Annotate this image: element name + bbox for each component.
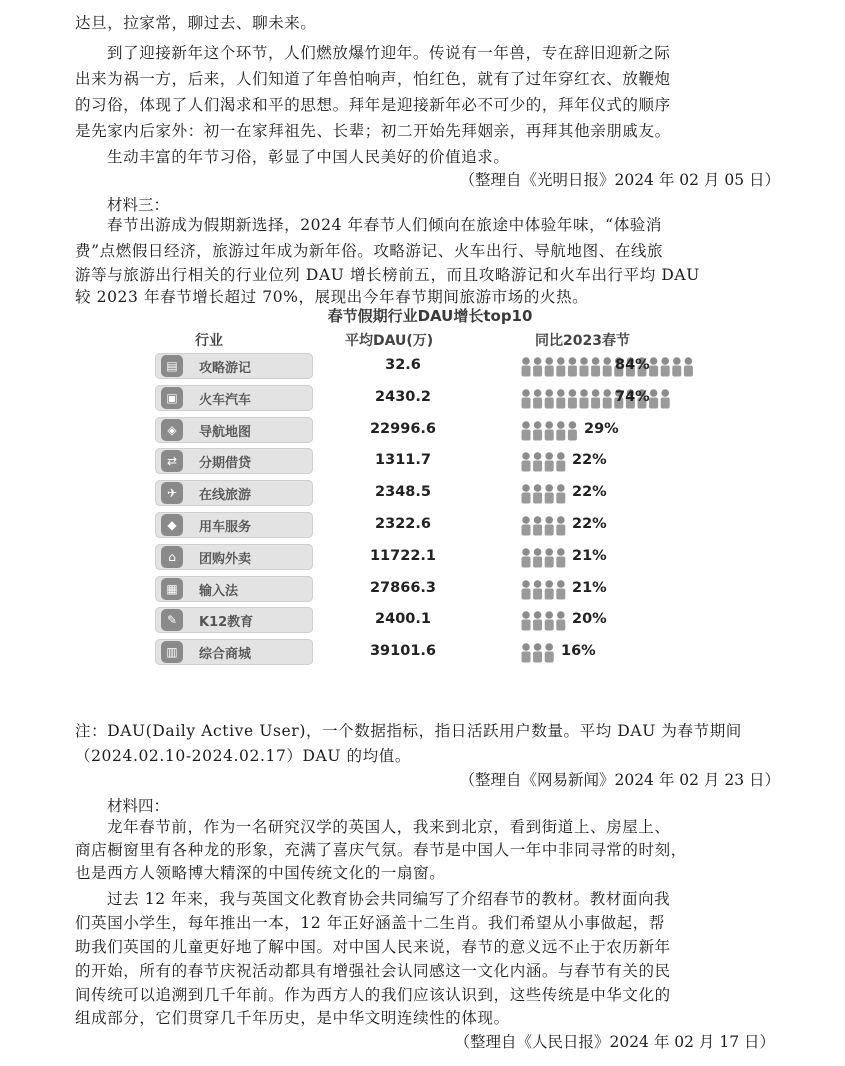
person-icon xyxy=(522,580,531,599)
text-line: 间传统可以追溯到几千年前。作为西方人的我们应该认识到，这些传统是中华文化的 xyxy=(75,986,671,1004)
industry-label: 综合商城 xyxy=(199,647,252,663)
chart-row xyxy=(155,353,715,383)
chart-title: 春节假期行业DAU增长top10 xyxy=(327,307,533,325)
text-line: 也是西方人领略博大精深的中国传统文化的一扇窗。 xyxy=(75,864,446,882)
person-icon xyxy=(580,357,589,376)
chart-row xyxy=(155,448,715,478)
industry-label: 火车汽车 xyxy=(199,392,252,408)
person-icon xyxy=(684,357,693,376)
person-icon xyxy=(545,580,554,599)
chart-row xyxy=(155,639,715,669)
section-heading: 材料三： xyxy=(107,196,170,214)
industry-label: 攻略游记 xyxy=(199,361,252,376)
person-icon xyxy=(603,357,612,376)
person-icon xyxy=(545,389,554,408)
industry-pill xyxy=(155,448,313,474)
delivery-icon: ⌂ xyxy=(161,546,183,568)
industry-label: K12教育 xyxy=(199,615,254,631)
person-icon xyxy=(533,484,542,503)
growth-percent: 21% xyxy=(572,547,607,564)
person-icon xyxy=(522,612,531,631)
chart-row xyxy=(155,607,715,637)
industry-pill xyxy=(155,480,313,506)
person-icon xyxy=(545,421,554,440)
person-icon xyxy=(545,612,554,631)
education-icon: ✎ xyxy=(161,609,183,631)
industry-label: 在线旅游 xyxy=(199,488,252,504)
person-icon xyxy=(533,389,542,408)
text-line: 出来为祸一方，后来，人们知道了年兽怕响声，怕红色，就有了过年穿红衣、放鞭炮 xyxy=(75,70,671,88)
person-icon xyxy=(591,357,600,376)
person-icon xyxy=(580,389,589,408)
growth-percent: 20% xyxy=(572,611,607,628)
section-heading: 材料四： xyxy=(107,797,170,815)
growth-percent: 74% xyxy=(615,388,650,405)
text-line: 商店橱窗里有各种龙的形象，充满了喜庆气氛。春节是中国人一年中非同寻常的时刻， xyxy=(75,841,687,859)
person-icon xyxy=(556,421,565,440)
person-icon xyxy=(568,421,577,440)
dau-value: 2348.5 xyxy=(375,484,431,501)
note-line: （2024.02.10-2024.02.17）DAU 的均值。 xyxy=(75,747,411,765)
chart-row xyxy=(155,576,715,606)
person-icon xyxy=(661,389,670,408)
text-line: 助我们英国的儿童更好地了解中国。对中国人民来说，春节的意义远不止于农历新年 xyxy=(75,938,671,956)
person-icon xyxy=(522,484,531,503)
person-icon xyxy=(533,357,542,376)
chart-row xyxy=(155,480,715,510)
growth-people-icons xyxy=(520,579,570,601)
person-icon xyxy=(533,548,542,567)
person-icon xyxy=(649,357,658,376)
industry-label: 分期借贷 xyxy=(199,456,252,472)
person-icon xyxy=(556,484,565,503)
dau-value: 2322.6 xyxy=(375,516,431,532)
loan-icon: ⇄ xyxy=(161,450,183,472)
person-icon xyxy=(522,421,531,440)
industry-pill xyxy=(155,417,313,443)
person-icon xyxy=(568,357,577,376)
text-line: 们英国小学生，每年推出一本，12 年正好涵盖十二生肖。我们希望从小事做起，帮 xyxy=(75,914,665,932)
growth-people-icons xyxy=(520,642,559,664)
source-citation: （整理自《人民日报》2024 年 02 月 17 日） xyxy=(454,1033,775,1051)
growth-people-icons xyxy=(520,356,698,378)
growth-people-icons xyxy=(520,547,570,569)
dau-value: 27866.3 xyxy=(369,579,437,596)
person-icon xyxy=(545,453,554,472)
text-line: 达旦，拉家常，聊过去、聊未来。 xyxy=(75,14,317,32)
industry-pill xyxy=(155,385,313,411)
column-header-dau: 平均DAU(万) xyxy=(345,333,434,349)
person-icon xyxy=(545,484,554,503)
growth-percent: 29% xyxy=(584,420,619,437)
chart-row xyxy=(155,544,715,574)
text-line: 春节出游成为假期新选择，2024 年春节人们倾向在旅途中体验年味，“体验消 xyxy=(107,216,662,234)
industry-pill xyxy=(155,512,313,538)
person-icon xyxy=(556,580,565,599)
industry-pill xyxy=(155,639,313,665)
growth-people-icons xyxy=(520,420,582,442)
dau-value: 1311.7 xyxy=(375,452,431,469)
person-icon xyxy=(556,357,565,376)
growth-people-icons xyxy=(520,451,570,473)
text-line: 是先家内后家外：初一在家拜祖先、长辈；初二开始先拜姻亲，再拜其他亲朋戚友。 xyxy=(75,122,671,140)
growth-percent: 21% xyxy=(572,579,607,596)
person-icon xyxy=(533,453,542,472)
person-icon xyxy=(568,389,577,408)
growth-percent: 22% xyxy=(572,484,607,501)
source-citation: （整理自《网易新闻》2024 年 02 月 23 日） xyxy=(459,771,780,789)
industry-label: 导航地图 xyxy=(199,424,252,440)
note-line: 注：DAU(Daily Active User)，一个数据指标，指日活跃用户数量。平均 DAU 为春节期间 xyxy=(75,722,742,740)
person-icon xyxy=(556,453,565,472)
person-icon xyxy=(556,516,565,535)
person-icon xyxy=(545,548,554,567)
growth-percent: 16% xyxy=(561,643,596,660)
keyboard-icon: ▦ xyxy=(161,578,183,600)
dau-value: 22996.6 xyxy=(369,420,437,437)
text-line: 到了迎接新年这个环节，人们燃放爆竹迎年。传说有一年兽，专在辞旧迎新之际 xyxy=(107,44,671,62)
text-line: 龙年春节前，作为一名研究汉学的英国人，我来到北京，看到街道上、房屋上、 xyxy=(107,818,671,836)
growth-percent: 84% xyxy=(615,357,650,373)
industry-label: 输入法 xyxy=(199,583,239,599)
growth-percent: 22% xyxy=(572,516,607,532)
person-icon xyxy=(603,389,612,408)
growth-percent: 22% xyxy=(572,452,607,469)
growth-people-icons xyxy=(520,610,570,632)
growth-people-icons xyxy=(520,483,570,505)
person-icon xyxy=(522,453,531,472)
mall-icon: ▥ xyxy=(161,641,183,663)
column-header-industry: 行业 xyxy=(195,333,223,349)
growth-people-icons xyxy=(520,388,675,410)
person-icon xyxy=(545,357,554,376)
chart-row xyxy=(155,417,715,447)
person-icon xyxy=(533,643,542,662)
source-citation: （整理自《光明日报》2024 年 02 月 05 日） xyxy=(459,171,780,189)
industry-pill xyxy=(155,353,313,379)
text-line: 过去 12 年来，我与英国文化教育协会共同编写了介绍春节的教材。教材面向我 xyxy=(107,890,671,908)
industry-label: 团购外卖 xyxy=(199,551,252,567)
car-icon: ◆ xyxy=(161,514,183,536)
person-icon xyxy=(522,643,531,662)
industry-pill xyxy=(155,544,313,570)
person-icon xyxy=(533,580,542,599)
industry-pill xyxy=(155,576,313,602)
person-icon xyxy=(522,357,531,376)
industry-pill xyxy=(155,607,313,633)
column-header-growth: 同比2023春节 xyxy=(535,333,630,349)
train-icon: ▣ xyxy=(161,387,183,409)
text-line: 的习俗，体现了人们渴求和平的思想。拜年是迎接新年必不可少的，拜年仪式的顺序 xyxy=(75,96,671,114)
guide-icon: ▤ xyxy=(161,355,183,377)
person-icon xyxy=(533,421,542,440)
growth-people-icons xyxy=(520,515,570,537)
person-icon xyxy=(545,643,554,662)
chart-row xyxy=(155,385,715,415)
person-icon xyxy=(522,516,531,535)
industry-label: 用车服务 xyxy=(199,520,252,535)
person-icon xyxy=(533,516,542,535)
person-icon xyxy=(591,389,600,408)
dau-value: 39101.6 xyxy=(369,643,437,660)
text-line: 费”点燃假日经济，旅游过年成为新年俗。攻略游记、火车出行、导航地图、在线旅 xyxy=(75,242,664,260)
map-icon: ◈ xyxy=(161,419,183,441)
person-icon xyxy=(649,389,658,408)
dau-value: 2400.1 xyxy=(375,611,431,628)
person-icon xyxy=(661,357,670,376)
dau-value: 32.6 xyxy=(385,357,421,373)
person-icon xyxy=(522,389,531,408)
dau-value: 11722.1 xyxy=(369,547,437,564)
person-icon xyxy=(545,516,554,535)
text-line: 生动丰富的年节习俗，彰显了中国人民美好的价值追求。 xyxy=(107,148,510,166)
dau-value: 2430.2 xyxy=(375,388,431,405)
chart-row xyxy=(155,512,715,542)
person-icon xyxy=(533,612,542,631)
person-icon xyxy=(556,612,565,631)
person-icon xyxy=(672,357,681,376)
text-line: 组成部分，它们贯穿几千年历史，是中华文明连续性的体现。 xyxy=(75,1009,510,1027)
person-icon xyxy=(556,548,565,567)
person-icon xyxy=(522,548,531,567)
travel-icon: ✈ xyxy=(161,482,183,504)
text-line: 游等与旅游出行相关的行业位列 DAU 增长榜前五，而且攻略游记和火车出行平均 DAU xyxy=(75,266,700,284)
text-line: 的开始，所有的春节庆祝活动都具有增强社会认同感这一文化内涵。与春节有关的民 xyxy=(75,962,671,980)
text-line: 较 2023 年春节增长超过 70%，展现出今年春节期间旅游市场的火热。 xyxy=(75,288,589,306)
person-icon xyxy=(556,389,565,408)
